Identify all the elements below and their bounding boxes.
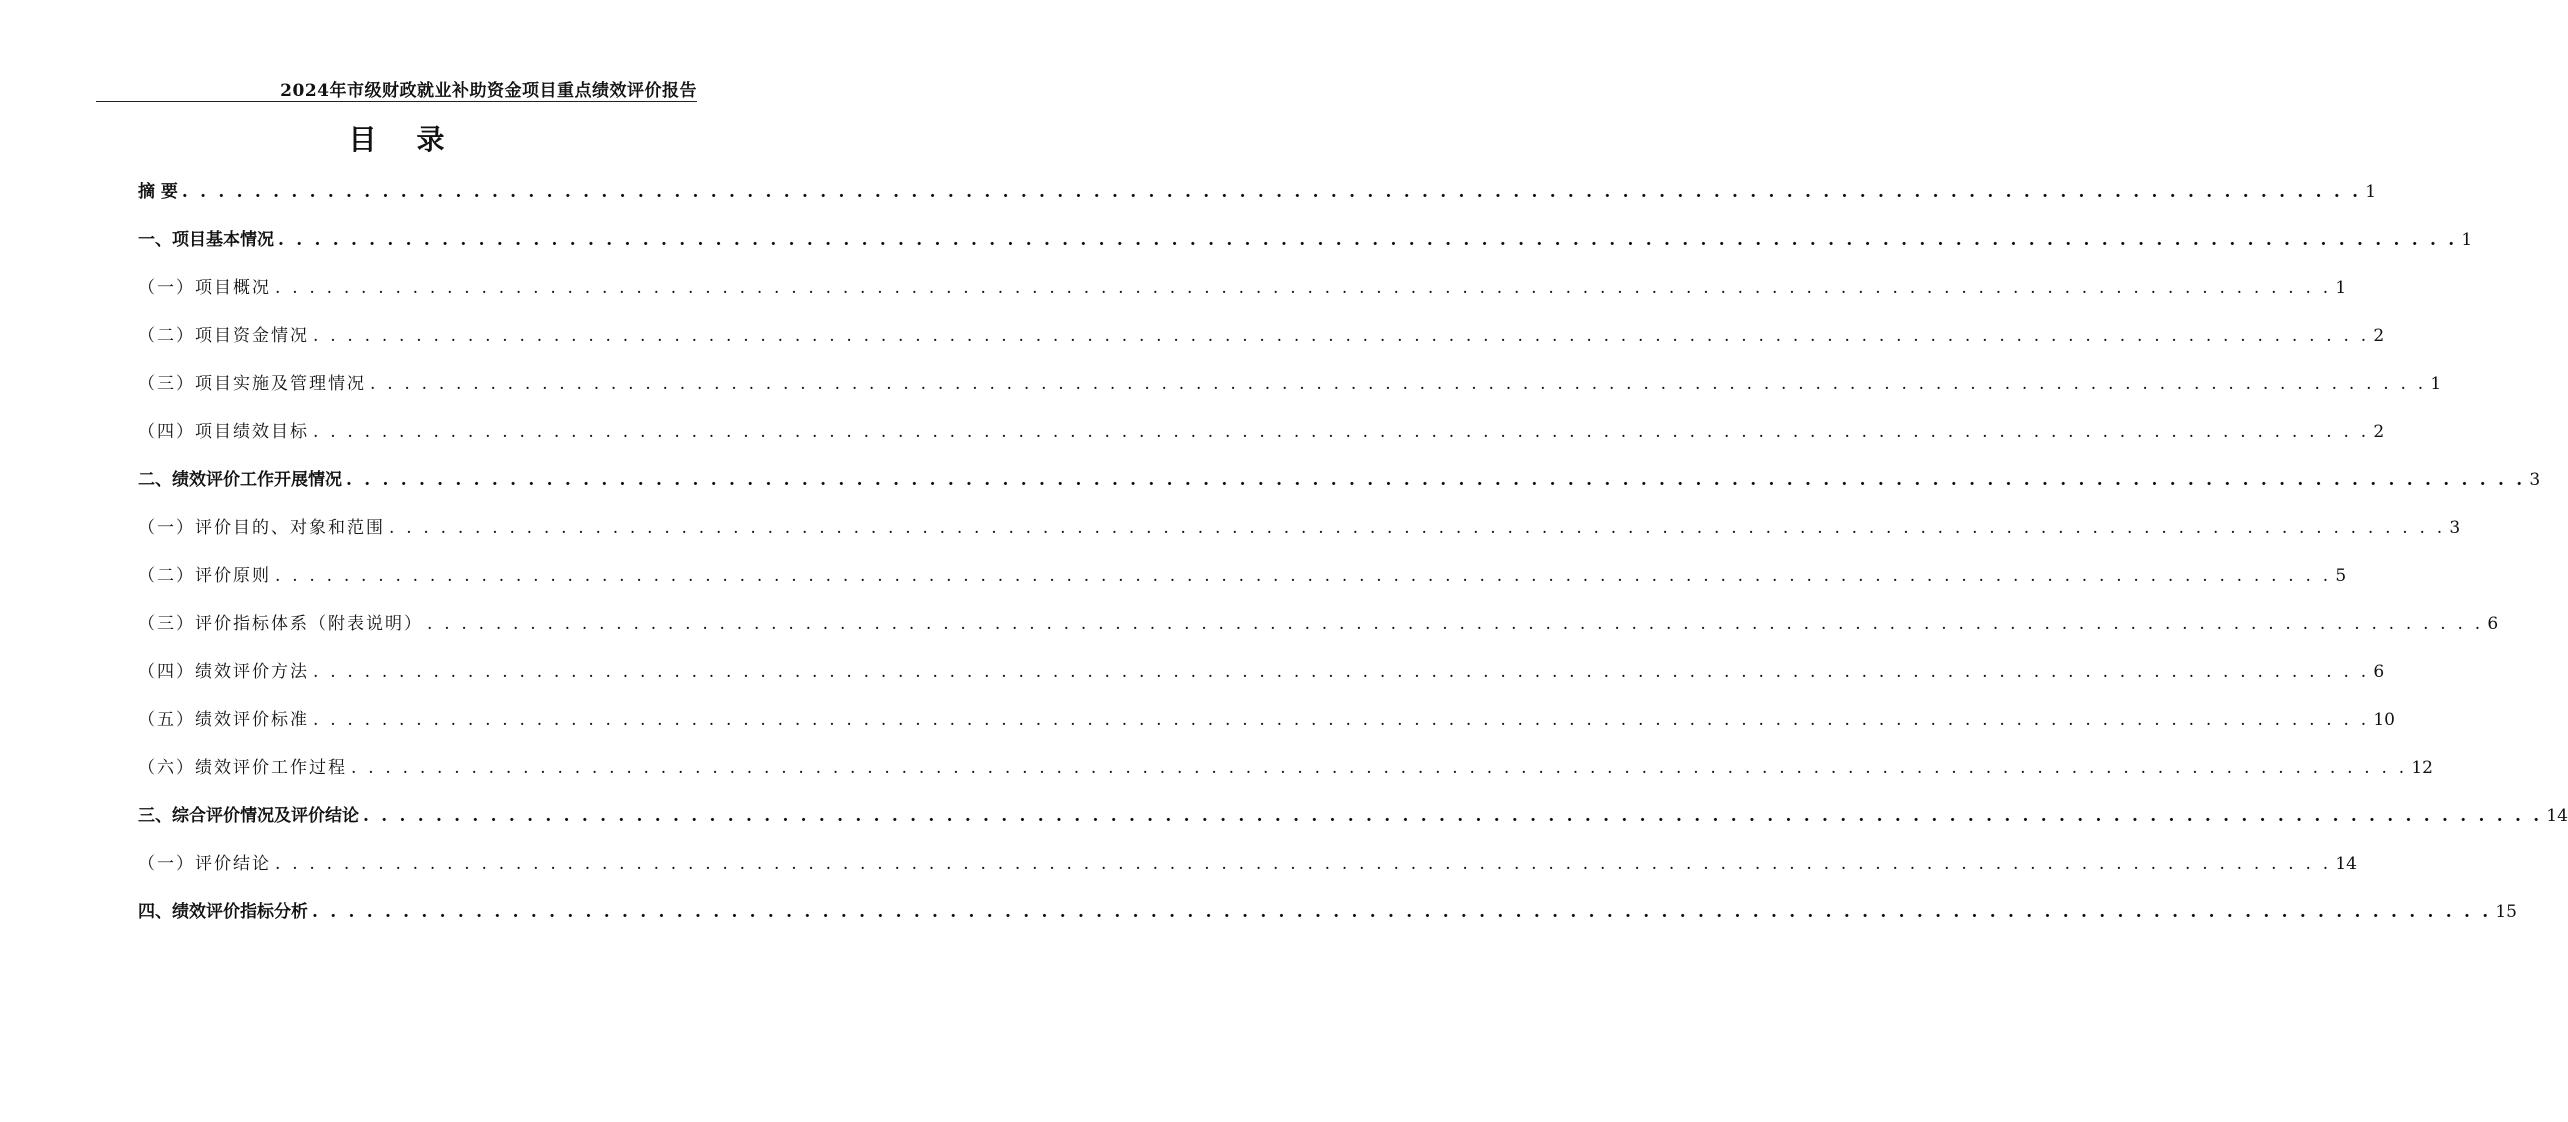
toc-entry-label: （二）项目资金情况 <box>138 326 309 346</box>
toc-entry[interactable] <box>138 216 2473 264</box>
report-header-title: 2024年市级财政就业补助资金项目重点绩效评价报告 <box>280 81 697 101</box>
toc-dot-leader: . . . . . . . . . . . . . . . . . . . . . . . . . . . . . . . . . . . . . . . . . . . . . . . . . . . . . . . . . . . . . . . . . . . . . . . . . . . . . . . . . . . . . . . . . . . . . . . . . . . . . . . . . . . . . . . . . . . . . . . . <box>313 662 2370 682</box>
toc-entry[interactable] <box>138 696 2395 744</box>
toc-page-number: 5 <box>2335 566 2347 586</box>
toc-dot-leader: . . . . . . . . . . . . . . . . . . . . . . . . . . . . . . . . . . . . . . . . . . . . . . . . . . . . . . . . . . . . . . . . . . . . . . . . . . . . . . . . . . . . . . . . . . . . . . . . . . . . . . . . . . . . . . . . . . . . . . . . <box>351 758 2408 778</box>
toc-page-number: 1 <box>2430 374 2442 394</box>
toc-entry[interactable] <box>138 792 2568 840</box>
toc-entry[interactable] <box>138 456 2541 504</box>
toc-page-number: 14 <box>2546 806 2568 826</box>
toc-entry[interactable] <box>138 840 2357 888</box>
toc-entry[interactable] <box>138 648 2385 696</box>
toc-page-number: 12 <box>2411 758 2433 778</box>
toc-page-number: 2 <box>2373 326 2385 346</box>
toc-dot-leader: . . . . . . . . . . . . . . . . . . . . . . . . . . . . . . . . . . . . . . . . . . . . . . . . . . . . . . . . . . . . . . . . . . . . . . . . . . . . . . . . . . . . . . . . . . . . . . . . . . . . . . . . . . . . . . . . . . . . . . . . <box>275 854 2332 874</box>
toc-entry-label: （四）绩效评价方法 <box>138 662 309 682</box>
toc-entry-label: （一）评价目的、对象和范围 <box>138 518 385 538</box>
toc-entry-label: 摘 要 <box>138 182 178 202</box>
toc-page-number: 6 <box>2373 662 2385 682</box>
toc-entry[interactable] <box>138 312 2385 360</box>
toc-dot-leader: . . . . . . . . . . . . . . . . . . . . . . . . . . . . . . . . . . . . . . . . . . . . . . . . . . . . . . . . . . . . . . . . . . . . . . . . . . . . . . . . . . . . . . . . . . . . . . . . . . . . . . . . . . . . . . . . . . . . . . . . <box>389 518 2446 538</box>
toc-dot-leader: . . . . . . . . . . . . . . . . . . . . . . . . . . . . . . . . . . . . . . . . . . . . . . . . . . . . . . . . . . . . . . . . . . . . . . . . . . . . . . . . . . . . . . . . . . . . . . . . . . . . . . . . . . . . . . . . . . . . . . . . <box>313 710 2370 730</box>
toc-dot-leader: . . . . . . . . . . . . . . . . . . . . . . . . . . . . . . . . . . . . . . . . . . . . . . . . . . . . . . . . . . . . . . . . . . . . . . . . . . . . . . . . . . . . . . . . . . . . . . . . . . . . . . . . . . . . . . . . . . . . . . . . <box>275 566 2332 586</box>
toc-entry-label: 四、绩效评价指标分析 <box>138 902 308 922</box>
toc-dot-leader: . . . . . . . . . . . . . . . . . . . . . . . . . . . . . . . . . . . . . . . . . . . . . . . . . . . . . . . . . . . . . . . . . . . . . . . . . . . . . . . . . . . . . . . . . . . . . . . . . . . . . . . . . . . . . . . . . . . . . . . . <box>275 278 2332 298</box>
toc-entry-label: 三、综合评价情况及评价结论 <box>138 806 359 826</box>
toc-page-number: 1 <box>2461 230 2473 250</box>
toc-page-number: 2 <box>2373 422 2385 442</box>
toc-heading: 目录 <box>348 123 485 156</box>
toc-dot-leader: . . . . . . . . . . . . . . . . . . . . . . . . . . . . . . . . . . . . . . . . . . . . . . . . . . . . . . . . . . . . . . . . . . . . . . . . . . . . . . . . . . . . . . . . . . . . . . . . . . . . . . . . . . . . . . . . . . . . . . . . <box>313 326 2370 346</box>
toc-entry[interactable] <box>138 744 2433 792</box>
toc-page-number: 1 <box>2335 278 2347 298</box>
toc-entry[interactable] <box>138 264 2347 312</box>
toc-entry[interactable] <box>138 504 2461 552</box>
toc-dot-leader: . . . . . . . . . . . . . . . . . . . . . . . . . . . . . . . . . . . . . . . . . . . . . . . . . . . . . . . . . . . . . . . . . . . . . . . . . . . . . . . . . . . . . . . . . . . . . . . . . . . . . . . . . . . . . . . . . . . . . . . . <box>370 374 2427 394</box>
toc-entry-label: （三）评价指标体系（附表说明） <box>138 614 423 634</box>
header-divider <box>96 101 697 102</box>
toc-entry-label: （三）项目实施及管理情况 <box>138 374 366 394</box>
toc-page-number: 15 <box>2495 902 2517 922</box>
toc-entry-label: （一）项目概况 <box>138 278 271 298</box>
toc-page-number: 3 <box>2529 470 2541 490</box>
toc-dot-leader: . . . . . . . . . . . . . . . . . . . . . . . . . . . . . . . . . . . . . . . . . . . . . . . . . . . . . . . . . . . . . . . . . . . . . . . . . . . . . . . . . . . . . . . . . . . . . . . . . . . . . . . . . . . . . . . . . . . . . . . . <box>278 230 2458 250</box>
toc-page-number: 3 <box>2449 518 2461 538</box>
toc-entry-label: （一）评价结论 <box>138 854 271 874</box>
toc-dot-leader: . . . . . . . . . . . . . . . . . . . . . . . . . . . . . . . . . . . . . . . . . . . . . . . . . . . . . . . . . . . . . . . . . . . . . . . . . . . . . . . . . . . . . . . . . . . . . . . . . . . . . . . . . . . . . . . . . . . . . . . . <box>427 614 2484 634</box>
toc-entry[interactable] <box>138 888 2517 936</box>
toc-entry-label: 二、绩效评价工作开展情况 <box>138 470 342 490</box>
toc-dot-leader: . . . . . . . . . . . . . . . . . . . . . . . . . . . . . . . . . . . . . . . . . . . . . . . . . . . . . . . . . . . . . . . . . . . . . . . . . . . . . . . . . . . . . . . . . . . . . . . . . . . . . . . . . . . . . . . . . . . . . . . . <box>346 470 2526 490</box>
toc-dot-leader: . . . . . . . . . . . . . . . . . . . . . . . . . . . . . . . . . . . . . . . . . . . . . . . . . . . . . . . . . . . . . . . . . . . . . . . . . . . . . . . . . . . . . . . . . . . . . . . . . . . . . . . . . . . . . . . . . . . . . . . . <box>313 422 2370 442</box>
toc-page-number: 6 <box>2487 614 2499 634</box>
toc-entry[interactable] <box>138 360 2442 408</box>
toc-entry-label: 一、项目基本情况 <box>138 230 274 250</box>
table-of-contents <box>138 168 2568 936</box>
toc-entry-label: （六）绩效评价工作过程 <box>138 758 347 778</box>
toc-entry[interactable] <box>138 408 2385 456</box>
toc-entry-label: （二）评价原则 <box>138 566 271 586</box>
toc-entry[interactable] <box>138 552 2347 600</box>
toc-entry[interactable] <box>138 600 2499 648</box>
toc-entry[interactable] <box>138 168 2377 216</box>
toc-page-number: 14 <box>2335 854 2357 874</box>
toc-entry-label: （四）项目绩效目标 <box>138 422 309 442</box>
toc-dot-leader: . . . . . . . . . . . . . . . . . . . . . . . . . . . . . . . . . . . . . . . . . . . . . . . . . . . . . . . . . . . . . . . . . . . . . . . . . . . . . . . . . . . . . . . . . . . . . . . . . . . . . . . . . . . . . . . . . . . . . . . . <box>312 902 2492 922</box>
toc-page-number: 10 <box>2373 710 2395 730</box>
toc-dot-leader: . . . . . . . . . . . . . . . . . . . . . . . . . . . . . . . . . . . . . . . . . . . . . . . . . . . . . . . . . . . . . . . . . . . . . . . . . . . . . . . . . . . . . . . . . . . . . . . . . . . . . . . . . . . . . . . . . . . . . . . . <box>363 806 2543 826</box>
toc-page-number: 1 <box>2365 182 2377 202</box>
toc-dot-leader: . . . . . . . . . . . . . . . . . . . . . . . . . . . . . . . . . . . . . . . . . . . . . . . . . . . . . . . . . . . . . . . . . . . . . . . . . . . . . . . . . . . . . . . . . . . . . . . . . . . . . . . . . . . . . . . . . . . . . . . . <box>181 182 2362 202</box>
toc-entry-label: （五）绩效评价标准 <box>138 710 309 730</box>
